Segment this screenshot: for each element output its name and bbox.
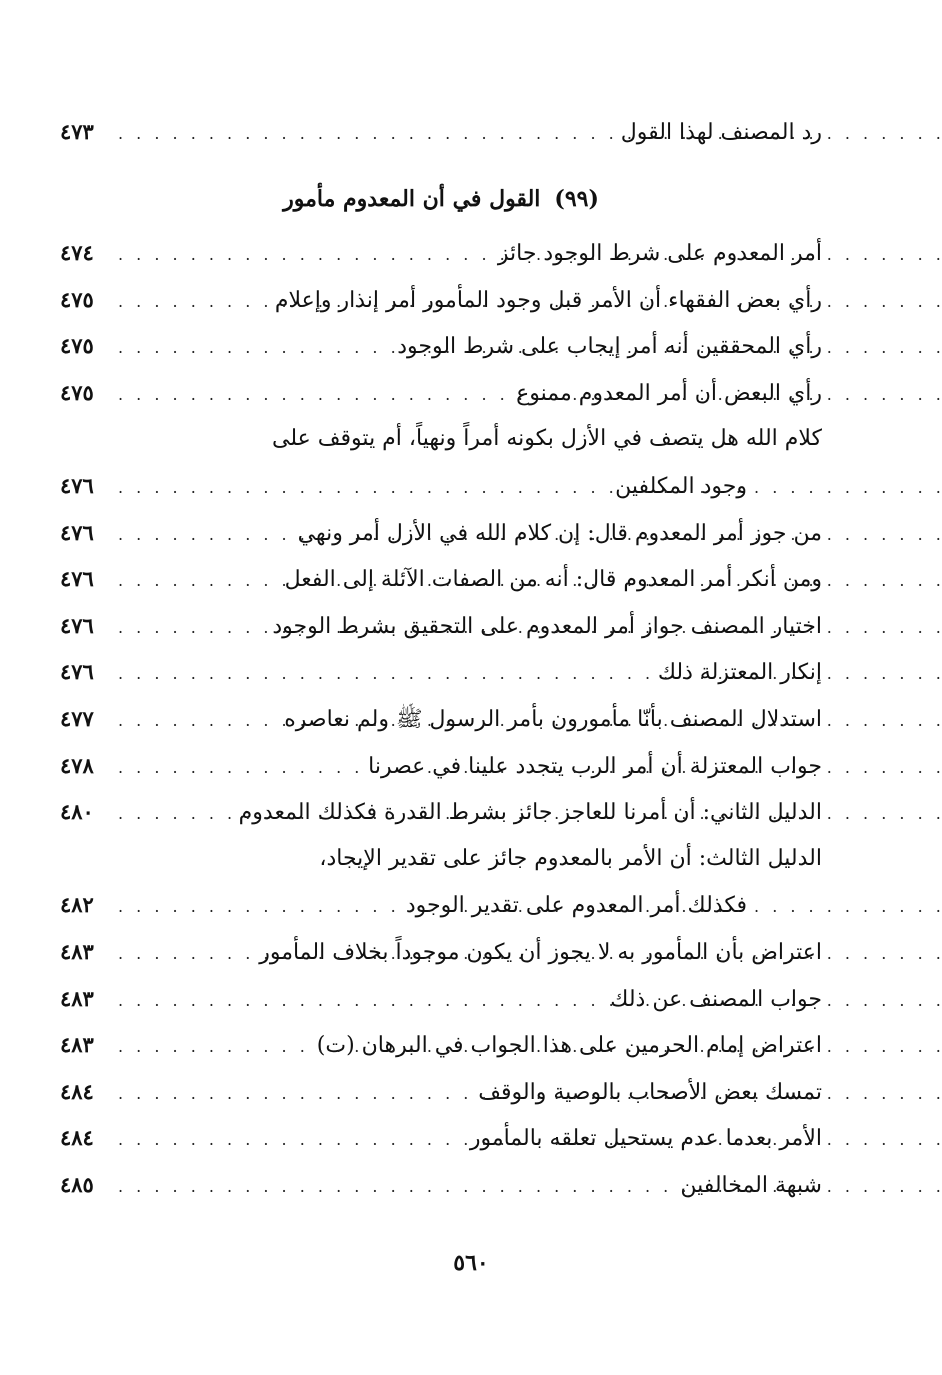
section-number: (٩٩) xyxy=(554,186,599,212)
toc-entry-title: تمسك بعض الأصحاب بالوصية والوقف xyxy=(478,1079,822,1105)
toc-entry xyxy=(60,110,822,154)
toc-entry-title: رأي المحققين أنه أمر إيجاب على شرط الوجود xyxy=(397,334,822,360)
toc-entry xyxy=(60,696,822,743)
dot-leader xyxy=(118,884,394,931)
toc-entry-title: الدليل الثاني: أن أمرنا للعاجز جائز بشرط القدرة فكذلك المعدوم xyxy=(238,800,822,826)
toc-entry xyxy=(60,882,822,929)
dot-leader xyxy=(118,1117,458,1164)
toc-entry-page: ٤٧٧ xyxy=(60,705,94,731)
toc-entry-page: ٤٧٣ xyxy=(60,119,94,144)
section-heading xyxy=(60,154,822,230)
toc-entry xyxy=(60,743,822,790)
dot-leader xyxy=(118,931,247,978)
dot-leader xyxy=(118,791,227,838)
dot-leader xyxy=(118,605,260,652)
toc-entry-title: استدلال المصنف بأنّا مأمورون بأمر الرسول ﷺ ولم نعاصره xyxy=(284,706,822,732)
toc-entry-continued xyxy=(60,416,822,463)
toc-list xyxy=(60,110,822,1208)
toc-entry-page: ٤٧٥ xyxy=(60,286,94,312)
toc-entry-page: ٤٧٥ xyxy=(60,379,94,405)
toc-entry-page: ٤٧٤ xyxy=(60,240,94,265)
toc-entry-title: كلام الله هل يتصف في الأزل بكونه أمراً ونهياً، أم يتوقف على xyxy=(272,426,822,452)
toc-entry-page: ٤٨٣ xyxy=(60,985,94,1011)
toc-entry-title: رد المصنف لهذا القول xyxy=(620,120,822,145)
toc-entry-title: إنكار المعتزلة ذلك xyxy=(657,660,822,686)
dot-leader xyxy=(118,325,385,372)
toc-entry-page: ٤٧٦ xyxy=(60,612,94,638)
toc-entry-page: ٤٨٤ xyxy=(60,1078,94,1104)
toc-entry-page: ٤٧٦ xyxy=(60,566,94,592)
toc-entry-page: ٤٨٥ xyxy=(60,1171,94,1197)
toc-entry-page: ٤٧٥ xyxy=(60,333,94,359)
page-number: ٥٦٠ xyxy=(453,1250,489,1276)
toc-entry-page: ٤٨٠ xyxy=(60,799,94,825)
dot-leader xyxy=(118,279,263,326)
toc-entry xyxy=(60,510,822,557)
toc-entry-title: رأي البعض أن أمر المعدوم ممنوع xyxy=(516,380,822,406)
dot-leader xyxy=(118,558,273,605)
toc-entry xyxy=(60,323,822,370)
toc-entry-page: ٤٨٣ xyxy=(60,938,94,964)
dot-leader xyxy=(118,232,486,279)
dot-leader xyxy=(118,1024,305,1071)
dot-leader xyxy=(118,112,609,156)
toc-entry xyxy=(60,1069,822,1116)
dot-leader xyxy=(118,978,598,1025)
toc-entry xyxy=(60,649,822,696)
toc-entry-page: ٤٨٤ xyxy=(60,1125,94,1151)
toc-entry xyxy=(60,463,822,510)
dot-leader xyxy=(118,465,603,512)
toc-entry-page: ٤٧٦ xyxy=(60,659,94,685)
dot-leader xyxy=(118,1164,668,1211)
toc-entry-continued xyxy=(60,836,822,883)
toc-entry xyxy=(60,230,822,277)
toc-entry-title: اعتراض بأن المأمور به لا يجوز أن يكون موجوداً بخلاف المأمور xyxy=(259,939,822,965)
toc-entry-title: اعتراض إمام الحرمين على هذا الجواب في البرهان (ت) xyxy=(316,1033,822,1059)
toc-entry-title: وجود المكلفين xyxy=(615,473,747,499)
toc-entry-page: ٤٨٢ xyxy=(60,892,94,918)
dot-leader xyxy=(118,745,356,792)
toc-entry-title: أمر المعدوم على شرط الوجود جائز xyxy=(497,241,822,266)
toc-entry xyxy=(60,976,822,1023)
toc-entry-title: رأي بعض الفقهاء أن الأمر قبل وجود المأمور أمر إنذار وإعلام xyxy=(274,287,822,313)
toc-entry-page: ٤٨٣ xyxy=(60,1032,94,1058)
toc-entry-title: فكذلك أمر المعدوم على تقدير الوجود xyxy=(405,893,747,919)
toc-entry xyxy=(60,370,822,417)
toc-entry xyxy=(60,1162,822,1209)
toc-entry xyxy=(60,556,822,603)
toc-entry-title: جواب المصنف عن ذلك xyxy=(610,986,822,1012)
toc-entry xyxy=(60,929,822,976)
toc-entry-title: من جوز أمر المعدوم قال: إن كلام الله في الأزل أمر ونهي xyxy=(297,520,822,546)
dot-leader xyxy=(118,372,504,419)
toc-entry-page: ٤٧٦ xyxy=(60,519,94,545)
toc-entry-title: ومن أنكر أمر المعدوم قال: أنه من الصفات الآئلة إلى الفعل xyxy=(284,567,822,593)
dot-leader xyxy=(118,512,286,559)
toc-entry-title: شبهة المخالفين xyxy=(680,1172,822,1198)
toc-entry xyxy=(60,277,822,324)
dot-leader xyxy=(118,698,272,745)
toc-entry xyxy=(60,1115,822,1162)
toc-entry-page: ٤٧٦ xyxy=(60,472,94,498)
toc-entry-title: الدليل الثالث: أن الأمر بالمعدوم جائز على تقدير الإيجاد، xyxy=(319,845,822,871)
toc-entry-title: الأمر بعدما عدم يستحيل تعلقه بالمأمور xyxy=(469,1126,822,1152)
toc-entry xyxy=(60,1022,822,1069)
toc-entry-title: اختيار المصنف جواز أمر المعدوم على التحقيق بشرط الوجود xyxy=(272,613,822,639)
section-title: القول في أن المعدوم مأمور xyxy=(283,186,541,212)
toc-entry-page: ٤٧٨ xyxy=(60,752,94,778)
dot-leader xyxy=(118,651,646,698)
dot-leader xyxy=(118,1071,466,1118)
toc-entry xyxy=(60,789,822,836)
toc-entry xyxy=(60,603,822,650)
toc-entry-title: جواب المعتزلة أن أمر الرب يتجدد علينا في عصرنا xyxy=(368,753,822,779)
